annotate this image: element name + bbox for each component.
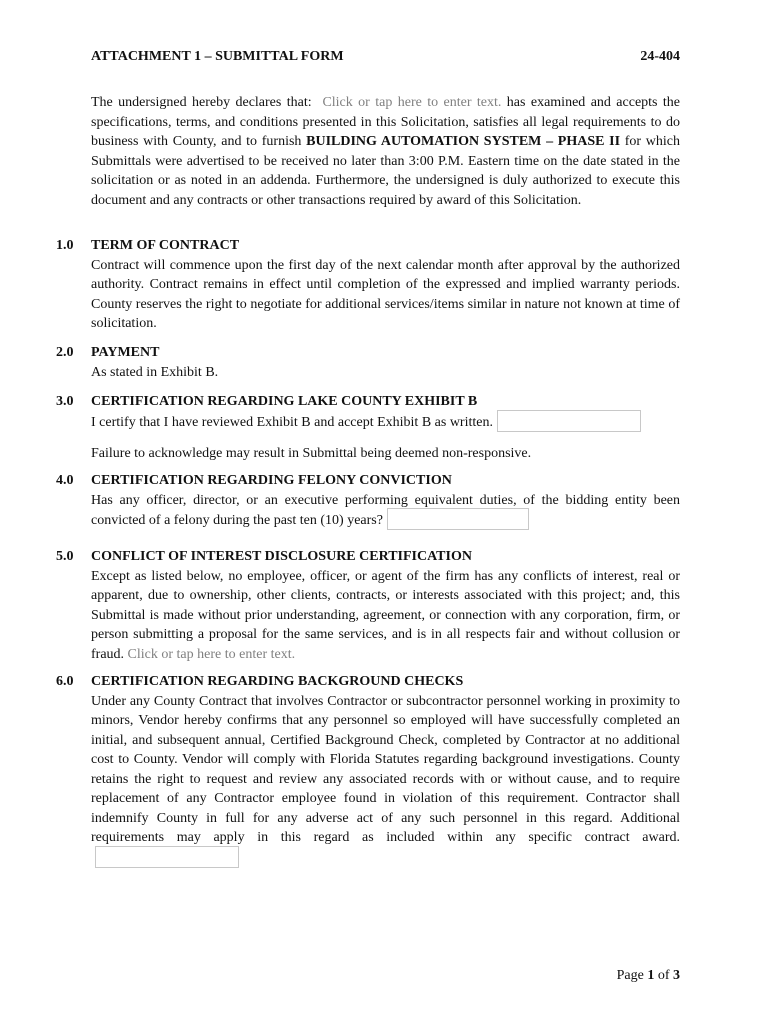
section-number: 3.0 bbox=[56, 394, 74, 409]
section-title: CERTIFICATION REGARDING BACKGROUND CHECKS bbox=[91, 674, 464, 689]
section-number: 6.0 bbox=[56, 674, 74, 689]
section-conflict-of-interest bbox=[56, 547, 680, 664]
form-title: ATTACHMENT 1 – SUBMITTAL FORM bbox=[91, 49, 344, 64]
project-name: BUILDING AUTOMATION SYSTEM – PHASE II bbox=[306, 134, 621, 149]
total-pages: 3 bbox=[673, 968, 680, 983]
section-title: CERTIFICATION REGARDING LAKE COUNTY EXHIBIT B bbox=[91, 394, 478, 409]
section-text: Has any officer, director, or an executive performing equivalent duties, of the bidding entity been convicted of a felony during the past ten (10) years? bbox=[91, 492, 680, 529]
felony-answer-field[interactable] bbox=[387, 508, 529, 530]
solicitation-number: 24-404 bbox=[640, 49, 680, 64]
section-title: PAYMENT bbox=[91, 345, 160, 360]
section-text: As stated in Exhibit B. bbox=[91, 364, 219, 380]
section-note: Failure to acknowledge may result in Submittal being deemed non-responsive. bbox=[91, 445, 532, 461]
section-exhibit-b bbox=[56, 392, 680, 463]
section-felony-conviction bbox=[56, 471, 680, 532]
section-number: 2.0 bbox=[56, 345, 74, 360]
page-header bbox=[91, 47, 680, 67]
page-number bbox=[617, 966, 680, 986]
company-name-field[interactable]: Click or tap here to enter text. bbox=[322, 95, 502, 110]
section-text: Except as listed below, no employee, officer, or agent of the firm has any conflicts of interest, real or apparent, due to ownership, other clients, contracts, or interests associated with this project; and, this Submittal is made without prior understanding, agreement, or connection with any corporation, firm, or person submitting a proposal for the same services, and is in all respects fair and without collusion or fraud. bbox=[91, 568, 680, 662]
declaration-text: has examined and accepts the specifications, terms, and conditions presented in this Solicitation, satisfies all legal requirements to do business with County, and to furnish bbox=[91, 95, 681, 149]
section-term-of-contract bbox=[56, 236, 680, 334]
section-number: 4.0 bbox=[56, 473, 74, 488]
current-page: 1 bbox=[647, 968, 655, 983]
background-check-field[interactable] bbox=[95, 846, 239, 868]
declaration-text: for which Submittals were advertised to be received no later than 3:00 P.M. Eastern time on the date stated in the solicitation or as noted in an addenda. Furthermore, the undersigned is duly authorized to execute this document and any contracts or other transactions required by award of this Solicitation. bbox=[91, 134, 680, 208]
declaration-text: The undersigned hereby declares that: bbox=[91, 95, 312, 110]
exhibit-b-acceptance-field[interactable] bbox=[497, 410, 641, 432]
section-text: I certify that I have reviewed Exhibit B and accept Exhibit B as written. bbox=[91, 414, 493, 430]
section-background-checks bbox=[56, 672, 680, 870]
section-title: TERM OF CONTRACT bbox=[91, 238, 240, 253]
declaration-paragraph bbox=[91, 93, 680, 210]
conflict-disclosure-field[interactable]: Click or tap here to enter text. bbox=[127, 646, 296, 662]
section-title: CERTIFICATION REGARDING FELONY CONVICTION bbox=[91, 473, 452, 488]
section-title: CONFLICT OF INTEREST DISCLOSURE CERTIFICATION bbox=[91, 549, 472, 564]
section-payment bbox=[56, 343, 680, 382]
page-label: Page bbox=[616, 968, 648, 983]
section-number: 5.0 bbox=[56, 549, 74, 564]
section-text: Contract will commence upon the first day of the next calendar month after approval by the authorized authority. Contract remains in effect until completion of the expressed and implied warranty periods. County reserves the right to negotiate for additional services/items similar in nature not known at time of solicitation. bbox=[91, 257, 680, 331]
page-of-label: of bbox=[654, 968, 673, 983]
section-number: 1.0 bbox=[56, 238, 74, 253]
section-text: Under any County Contract that involves Contractor or subcontractor personnel working in proximity to minors, Vendor hereby confirms that any personnel so employed will have successfully completed an initial, and subsequent annual, Certified Background Check, completed by Contractor at no additional cost to County. Vendor will comply with Florida Statutes regarding background investigations. County retains the right to request and review any associated records with or without cause, and to require replacement of any Contractor employee found in violation of this requirement. Contractor shall indemnify County in full for any adverse act of any such personnel in this regard. Additional requirements may apply in this regard as included within any specific contract award. bbox=[91, 693, 680, 845]
